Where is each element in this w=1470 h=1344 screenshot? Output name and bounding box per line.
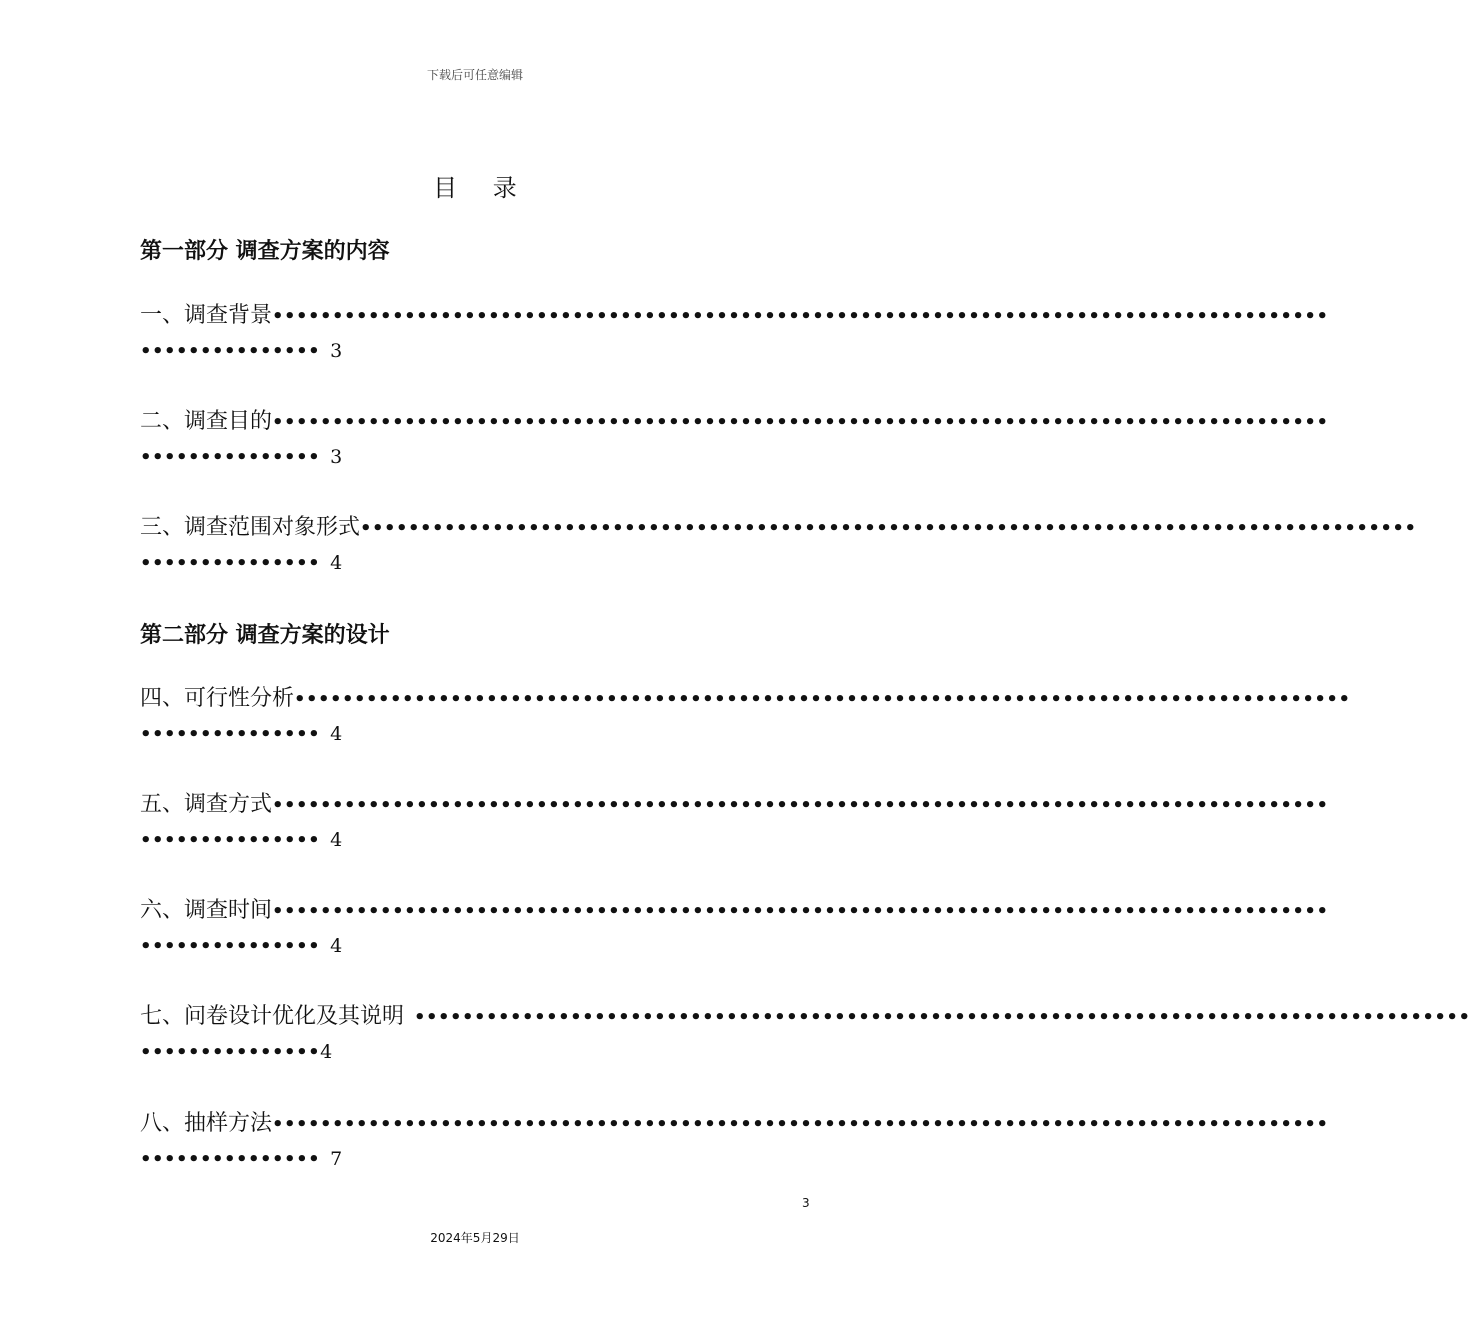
section-heading-part2: 第二部分 调查方案的设计 [140, 623, 390, 648]
toc-page-number: 4 [330, 829, 343, 851]
dot-leader: ••••••••••••••• [140, 1149, 321, 1170]
dot-leader: •••••••••••••••••••••••••••••••••••••••••••••••••••••••••••••••••••••••••••••••••••••••• [272, 901, 1329, 922]
dot-leader: ••••••••••••••• [140, 1042, 321, 1063]
toc-entry-label: 三、调查范围对象形式 [140, 515, 361, 540]
dot-leader: ••••••••••••••• [140, 830, 321, 851]
dot-leader: •••••••••••••••••••••••••••••••••••••••••••••••••••••••••••••••••••••••••••••••••••••••• [272, 306, 1329, 327]
toc-entry-7[interactable] [140, 999, 1470, 1063]
toc-entry-label: 四、可行性分析 [140, 686, 295, 711]
dot-leader: •••••••••••••••••••••••••••••••••••••••••••••••••••••••••••••••••••••••••••••••••••••••• [294, 689, 1351, 710]
dot-leader: ••••••••••••••• [140, 447, 321, 468]
page-footer-date: 2024年5月29日 [430, 1231, 520, 1245]
dot-leader: •••••••••••••••••••••••••••••••••••••••••••••••••••••••••••••••••••••••••••••••••••••••• [414, 1007, 1470, 1028]
dot-leader: •••••••••••••••••••••••••••••••••••••••••••••••••••••••••••••••••••••••••••••••••••••••• [360, 518, 1417, 539]
toc-entry-label: 七、问卷设计优化及其说明 [140, 1004, 405, 1029]
toc-page-number: 7 [330, 1148, 343, 1170]
dot-leader: ••••••••••••••• [140, 341, 321, 362]
toc-entry-label: 五、调查方式 [140, 792, 273, 817]
dot-leader: •••••••••••••••••••••••••••••••••••••••••••••••••••••••••••••••••••••••••••••••••••••••• [272, 1114, 1329, 1135]
dot-leader: •••••••••••••••••••••••••••••••••••••••••••••••••••••••••••••••••••••••••••••••••••••••• [272, 412, 1329, 433]
toc-page-number: 4 [330, 723, 343, 745]
toc-page-number: 4 [320, 1041, 333, 1063]
toc-page-number: 4 [330, 552, 343, 574]
toc-entry-8[interactable] [140, 1106, 1329, 1170]
dot-leader: ••••••••••••••• [140, 936, 321, 957]
toc-entry-6[interactable] [140, 893, 1329, 957]
toc-entry-1[interactable] [140, 298, 1329, 362]
toc-page-number: 3 [330, 446, 343, 468]
toc-entry-5[interactable] [140, 787, 1329, 851]
toc-entry-3[interactable] [140, 510, 1417, 574]
toc-entry-label: 一、调查背景 [140, 303, 273, 328]
page-header: 下载后可任意编辑 [426, 68, 523, 82]
toc-title: 目 录 [433, 174, 531, 202]
toc-entry-2[interactable] [140, 404, 1329, 468]
toc-page-number: 3 [330, 340, 343, 362]
dot-leader: ••••••••••••••• [140, 553, 321, 574]
toc-page-number: 4 [330, 935, 343, 957]
toc-entry-label: 二、调查目的 [140, 409, 273, 434]
toc-entry-4[interactable] [140, 681, 1351, 745]
section-heading-part1: 第一部分 调查方案的内容 [140, 239, 390, 264]
toc-entry-label: 八、抽样方法 [140, 1111, 273, 1136]
dot-leader: •••••••••••••••••••••••••••••••••••••••••••••••••••••••••••••••••••••••••••••••••••••••• [272, 795, 1329, 816]
dot-leader: ••••••••••••••• [140, 724, 321, 745]
toc-entry-label: 六、调查时间 [140, 898, 273, 923]
page-number: 3 [802, 1196, 810, 1210]
